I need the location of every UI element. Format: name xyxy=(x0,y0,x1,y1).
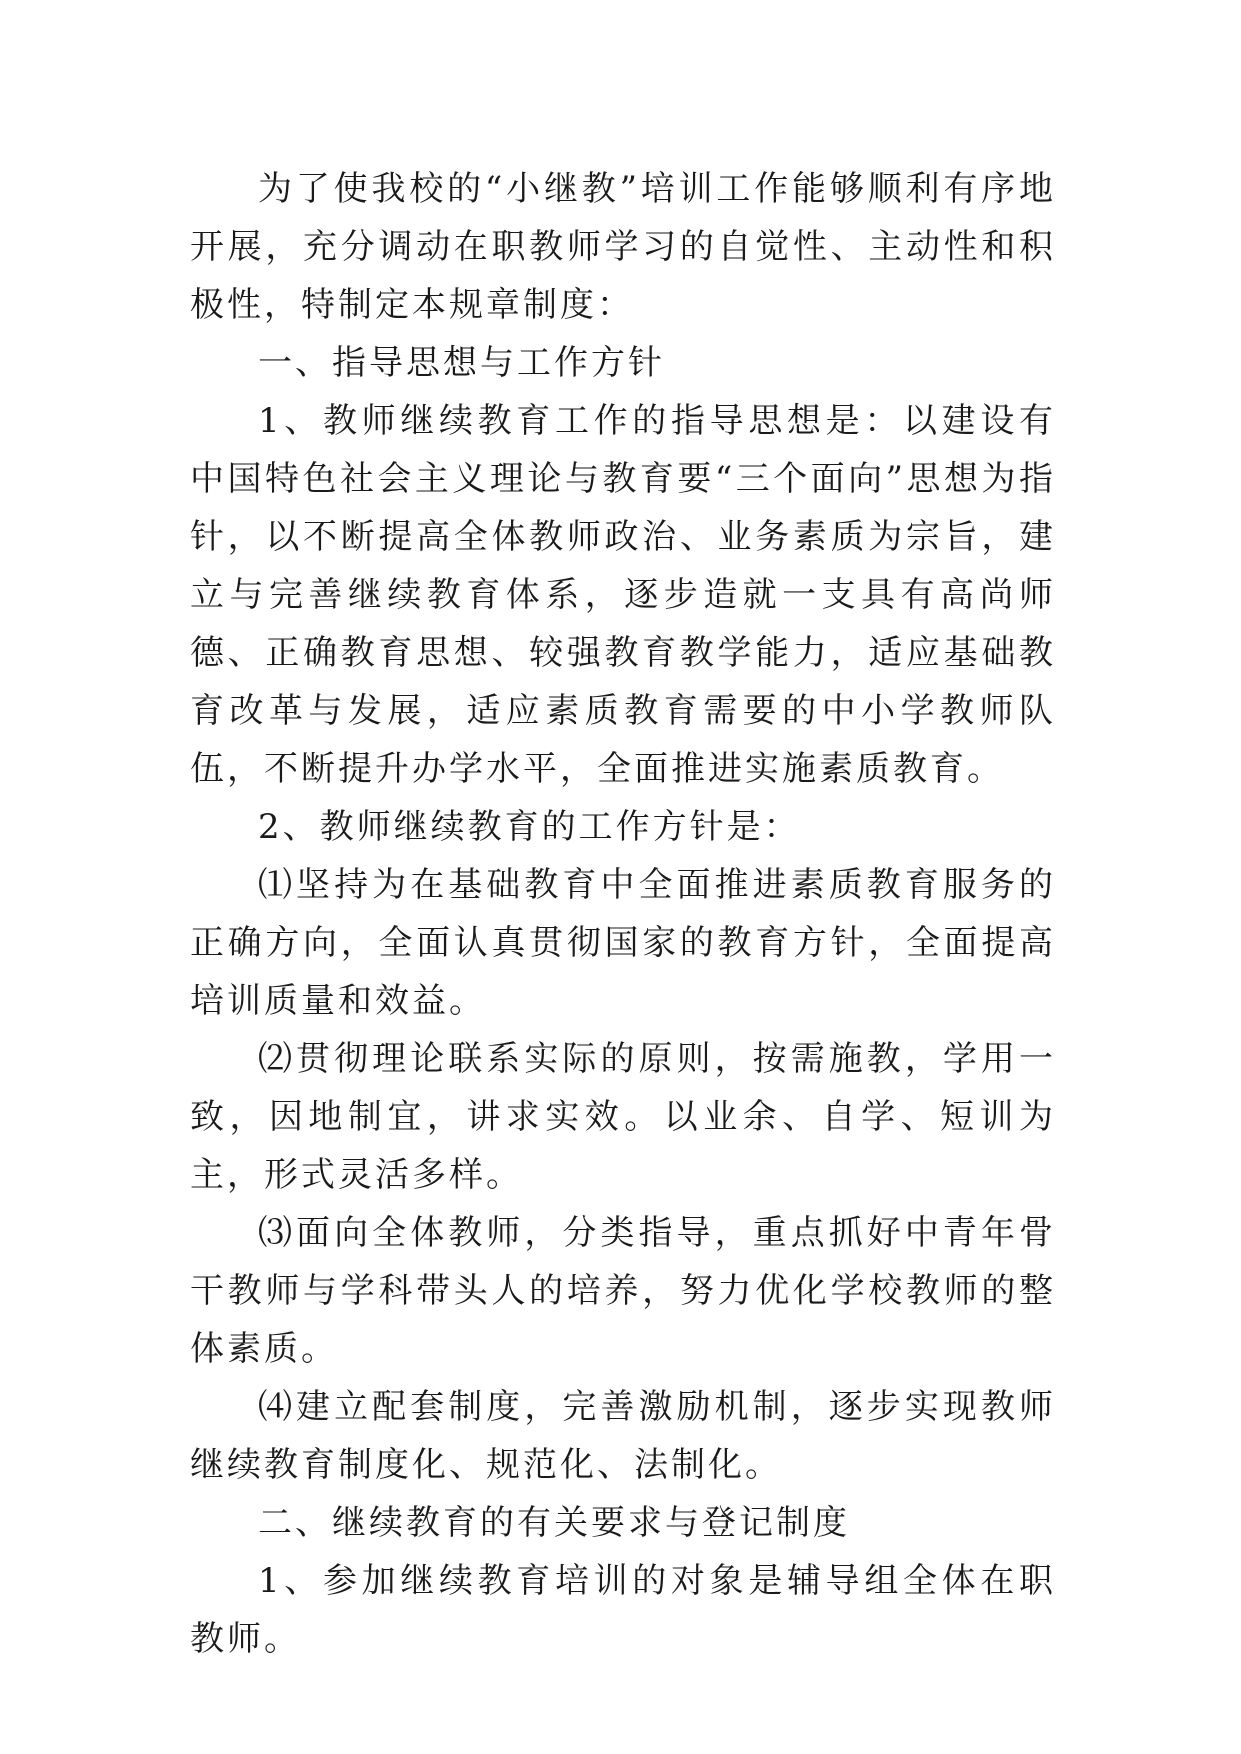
paragraph-training-targets: 1、参加继续教育培训的对象是辅导组全体在职教师。 xyxy=(190,1561,1056,1659)
list-item-policy-2: ⑵贯彻理论联系实际的原则，按需施教，学用一致，因地制宜，讲求实效。以业余、自学、短训为主，形式灵活多样。 xyxy=(190,1039,1056,1195)
list-item-policy-3: ⑶面向全体教师，分类指导，重点抓好中青年骨干教师与学科带头人的培养，努力优化学校教师的整体素质。 xyxy=(190,1213,1056,1369)
section-heading-requirements: 二、继续教育的有关要求与登记制度 xyxy=(258,1503,850,1543)
list-item-policy-4: ⑷建立配套制度，完善激励机制，逐步实现教师继续教育制度化、规范化、法制化。 xyxy=(190,1387,1056,1485)
section-heading-guiding-principles: 一、指导思想与工作方针 xyxy=(258,343,665,383)
list-item-policy-1: ⑴坚持为在基础教育中全面推进素质教育服务的正确方向，全面认真贯彻国家的教育方针，全面提高培训质量和效益。 xyxy=(190,865,1056,1021)
paragraph-work-policy-intro: 2、教师继续教育的工作方针是： xyxy=(258,807,801,847)
paragraph-guiding-thought: 1、教师继续教育工作的指导思想是：以建设有中国特色社会主义理论与教育要“三个面向”思想为指针，以不断提高全体教师政治、业务素质为宗旨，建立与完善继续教育体系，逐步造就一支具有高尚师德、正确教育思想、较强教育教学能力，适应基础教育改革与发展，适应素质教育需要的中小学教师队伍，不断提升办学水平，全面推进实施素质教育。 xyxy=(190,401,1056,789)
document-page xyxy=(190,160,1056,1668)
intro-paragraph: 为了使我校的“小继教”培训工作能够顺利有序地开展，充分调动在职教师学习的自觉性、主动性和积极性，特制定本规章制度： xyxy=(190,169,1056,325)
